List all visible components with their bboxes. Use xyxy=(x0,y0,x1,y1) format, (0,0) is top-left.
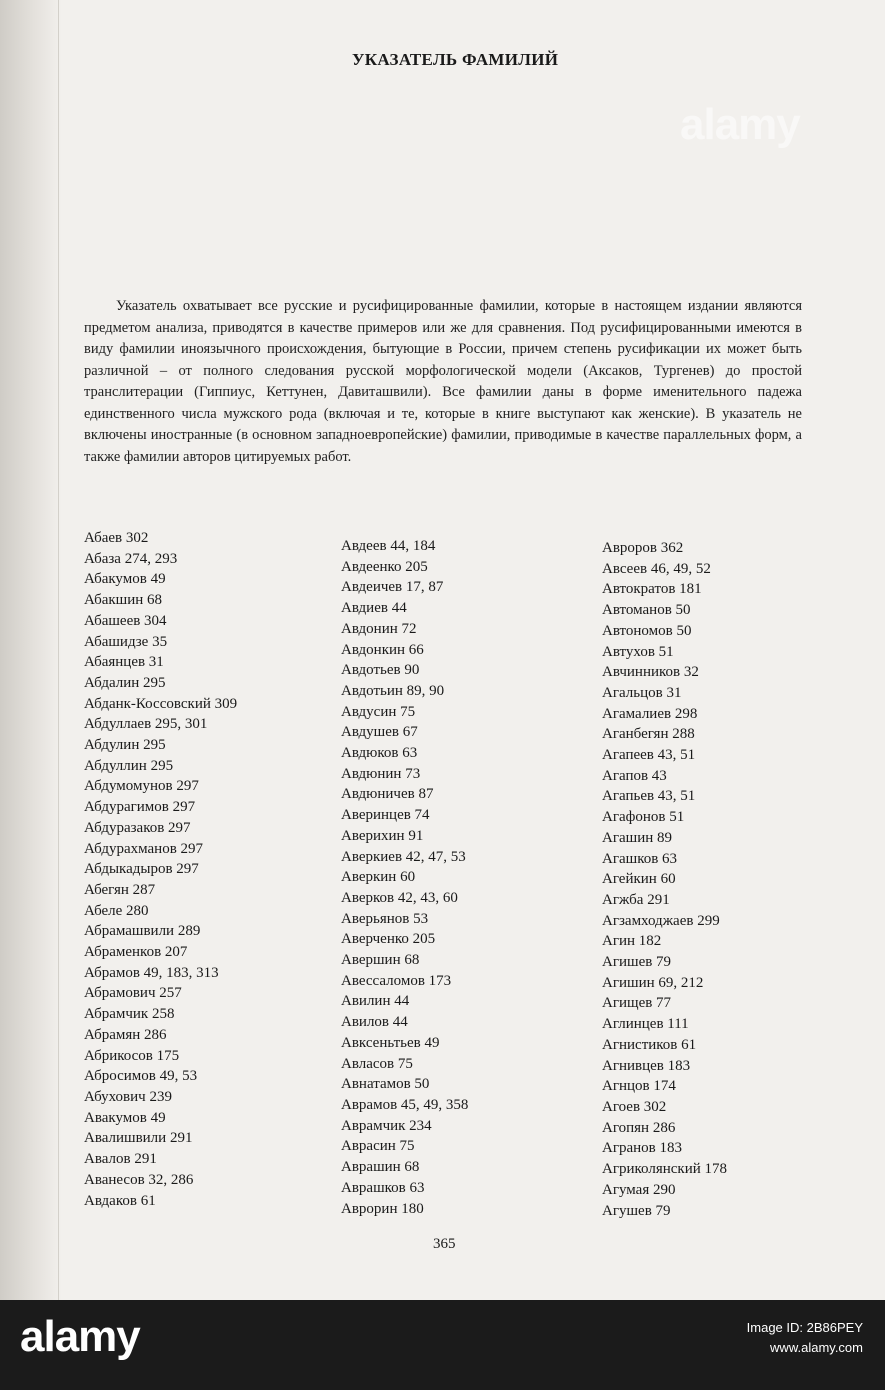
index-entry: Абегян 287 xyxy=(84,881,156,898)
index-entry: Агафонов 51 xyxy=(602,809,685,826)
index-entry: Авдусин 75 xyxy=(341,703,416,720)
index-entry: Агриколянский 178 xyxy=(602,1161,728,1178)
index-entry: Авнатамов 50 xyxy=(341,1076,430,1093)
index-entry: Абакшин 68 xyxy=(84,592,163,609)
index-entry: Агнистиков 61 xyxy=(602,1036,697,1053)
index-entry: Абрамов 49, 183, 313 xyxy=(84,964,219,981)
image-id-text: Image ID: 2B86PEY xyxy=(746,1320,863,1335)
index-entry: Авксеньтьев 49 xyxy=(341,1034,440,1051)
index-entry: Абаев 302 xyxy=(84,530,149,546)
index-entry: Агишев 79 xyxy=(602,954,672,971)
gutter-edge xyxy=(58,0,59,1300)
index-entry: Абашидзе 35 xyxy=(84,633,168,650)
index-column-3 xyxy=(602,538,727,1221)
index-entry: Агейкин 60 xyxy=(602,871,676,888)
index-entry: Аглинцев 111 xyxy=(602,1016,689,1033)
index-entry: Абдыкадыров 297 xyxy=(84,861,199,878)
index-entry: Агушев 79 xyxy=(602,1202,671,1219)
stock-footer xyxy=(0,1300,885,1390)
index-entry: Аврамов 45, 49, 358 xyxy=(341,1096,469,1113)
index-entry: Аверкин 60 xyxy=(341,869,416,886)
index-entry: Абдуразаков 297 xyxy=(84,819,191,836)
index-entry: Агашин 89 xyxy=(602,829,672,846)
index-entry: Агапьев 43, 51 xyxy=(602,788,696,805)
index-entry: Абухович 239 xyxy=(84,1088,172,1105)
index-entry: Абдуллаев 295, 301 xyxy=(84,716,208,733)
index-entry: Авакумов 49 xyxy=(84,1109,166,1126)
index-entry: Агранов 183 xyxy=(602,1140,683,1157)
index-entry: Агашков 63 xyxy=(602,850,678,867)
intro-paragraph xyxy=(84,296,802,468)
index-entry: Агапеев 43, 51 xyxy=(602,747,696,764)
index-entry: Абакумов 49 xyxy=(84,571,166,588)
index-entry: Абданк-Коссовский 309 xyxy=(84,695,238,712)
index-entry: Агамалиев 298 xyxy=(602,705,698,722)
index-entry: Абаянцев 31 xyxy=(84,654,164,671)
index-entry: Абросимов 49, 53 xyxy=(84,1068,198,1085)
index-entry: Аврорин 180 xyxy=(341,1200,424,1217)
index-entry: Абдурагимов 297 xyxy=(84,799,196,816)
footer-logo: alamy xyxy=(20,1312,140,1361)
index-column-2 xyxy=(341,536,468,1219)
index-entry: Абдумомунов 297 xyxy=(84,778,199,795)
index-entry: Аверченко 205 xyxy=(341,931,436,948)
index-entry: Авалишвили 291 xyxy=(84,1130,193,1147)
index-entry: Аганбегян 288 xyxy=(602,726,695,743)
index-entry: Авессаломов 173 xyxy=(341,972,452,989)
page-title: УКАЗАТЕЛЬ ФАМИЛИЙ xyxy=(352,50,559,69)
index-entry: Агапов 43 xyxy=(602,767,667,784)
index-column-1 xyxy=(84,528,237,1211)
index-entry: Авсеев 46, 49, 52 xyxy=(602,560,711,577)
index-entry: Авдюничев 87 xyxy=(341,786,434,803)
intro-text: Указатель охватывает все русские и русифицированные фамилии, которые в настоящем издании являются предметом анализа, приводятся в качестве примеров или же для сравнения. Под русифицированными имеются в виду фамилии иноязычного происхождения, бытующие в России, причем степень русификации их может быть различной – от полного следования русской морфологической модели (Аксаков, Тургенев) до простой транслитерации (Гиппиус, Кеттунен, Давиташвили). Все фамилии даны в форме именительного падежа единственного числа мужского рода (включая и те, которые в книге выступают как женские). В указатель не включены иностранные (в основном западноевропейские) фамилии, приводимые в качестве параллельных форм, а также фамилии авторов цитируемых работ. xyxy=(84,298,802,465)
index-entry: Аврасин 75 xyxy=(341,1138,415,1155)
index-entry: Авдаков 61 xyxy=(84,1192,156,1209)
index-entry: Агзамходжаев 299 xyxy=(602,912,720,929)
index-entry: Авдотьин 89, 90 xyxy=(341,682,445,699)
index-entry: Авдонкин 66 xyxy=(341,641,424,658)
index-entry: Агопян 286 xyxy=(602,1119,676,1136)
index-entry: Абаза 274, 293 xyxy=(84,550,178,567)
index-entry: Авдиев 44 xyxy=(341,600,407,617)
index-entry: Агоев 302 xyxy=(602,1098,667,1115)
index-entry: Аванесов 32, 286 xyxy=(84,1171,194,1188)
index-entry: Агишин 69, 212 xyxy=(602,974,704,991)
index-entry: Авдеичев 17, 87 xyxy=(341,579,444,596)
index-entry: Абашеев 304 xyxy=(84,612,167,629)
book-gutter xyxy=(0,0,62,1300)
index-entry: Авершин 68 xyxy=(341,952,420,969)
index-entry: Авилов 44 xyxy=(341,1014,408,1031)
index-entry: Абрикосов 175 xyxy=(84,1047,180,1064)
index-entry: Авдушев 67 xyxy=(341,724,418,741)
footer-id-block xyxy=(747,1318,863,1358)
index-entry: Агнивцев 183 xyxy=(602,1057,691,1074)
index-entry: Аврашков 63 xyxy=(341,1179,425,1196)
index-entry: Автономов 50 xyxy=(602,622,692,639)
index-entry: Абрамян 286 xyxy=(84,1026,167,1043)
index-entry: Аврамчик 234 xyxy=(341,1117,432,1134)
index-entry: Авдюков 63 xyxy=(341,745,418,762)
index-entry: Авдотьев 90 xyxy=(341,662,420,679)
index-entry: Абдурахманов 297 xyxy=(84,840,204,857)
index-entry: Аврашин 68 xyxy=(341,1159,420,1176)
index-entry: Агин 182 xyxy=(602,933,662,950)
page-number: 365 xyxy=(433,1236,456,1252)
index-entry: Авдюнин 73 xyxy=(341,765,421,782)
index-entry: Авроров 362 xyxy=(602,540,684,556)
index-entry: Абрамчик 258 xyxy=(84,1006,175,1023)
index-entry: Авчинников 32 xyxy=(602,664,699,681)
index-entry: Автухов 51 xyxy=(602,643,674,660)
index-entry: Агищев 77 xyxy=(602,995,672,1012)
index-entry: Авдонин 72 xyxy=(341,620,417,637)
index-entry: Абеле 280 xyxy=(84,902,149,919)
index-entry: Абрамашвили 289 xyxy=(84,923,201,940)
index-entry: Агальцов 31 xyxy=(602,684,682,701)
index-entry: Автократов 181 xyxy=(602,581,702,598)
index-entry: Абдулин 295 xyxy=(84,737,166,754)
index-entry: Аверьянов 53 xyxy=(341,910,429,927)
index-entry: Абдуллин 295 xyxy=(84,757,174,774)
index-entry: Абрамович 257 xyxy=(84,985,182,1002)
index-entry: Агумая 290 xyxy=(602,1181,676,1198)
index-entry: Автоманов 50 xyxy=(602,602,691,619)
index-entry: Аверков 42, 43, 60 xyxy=(341,889,458,906)
site-url-text: www.alamy.com xyxy=(770,1340,863,1355)
index-entry: Авалов 291 xyxy=(84,1151,157,1168)
index-entry: Авдеев 44, 184 xyxy=(341,538,436,554)
index-entry: Агжба 291 xyxy=(602,891,670,908)
index-entry: Аверкиев 42, 47, 53 xyxy=(341,848,466,865)
index-entry: Авилин 44 xyxy=(341,993,410,1010)
index-entry: Аверихин 91 xyxy=(341,827,424,844)
watermark: alamy xyxy=(680,100,800,149)
index-entry: Агнцов 174 xyxy=(602,1078,676,1095)
index-entry: Аверинцев 74 xyxy=(341,807,430,824)
index-entry: Абраменков 207 xyxy=(84,944,188,961)
index-entry: Абдалин 295 xyxy=(84,674,166,691)
index-entry: Авдеенко 205 xyxy=(341,558,428,575)
index-entry: Авласов 75 xyxy=(341,1055,413,1072)
